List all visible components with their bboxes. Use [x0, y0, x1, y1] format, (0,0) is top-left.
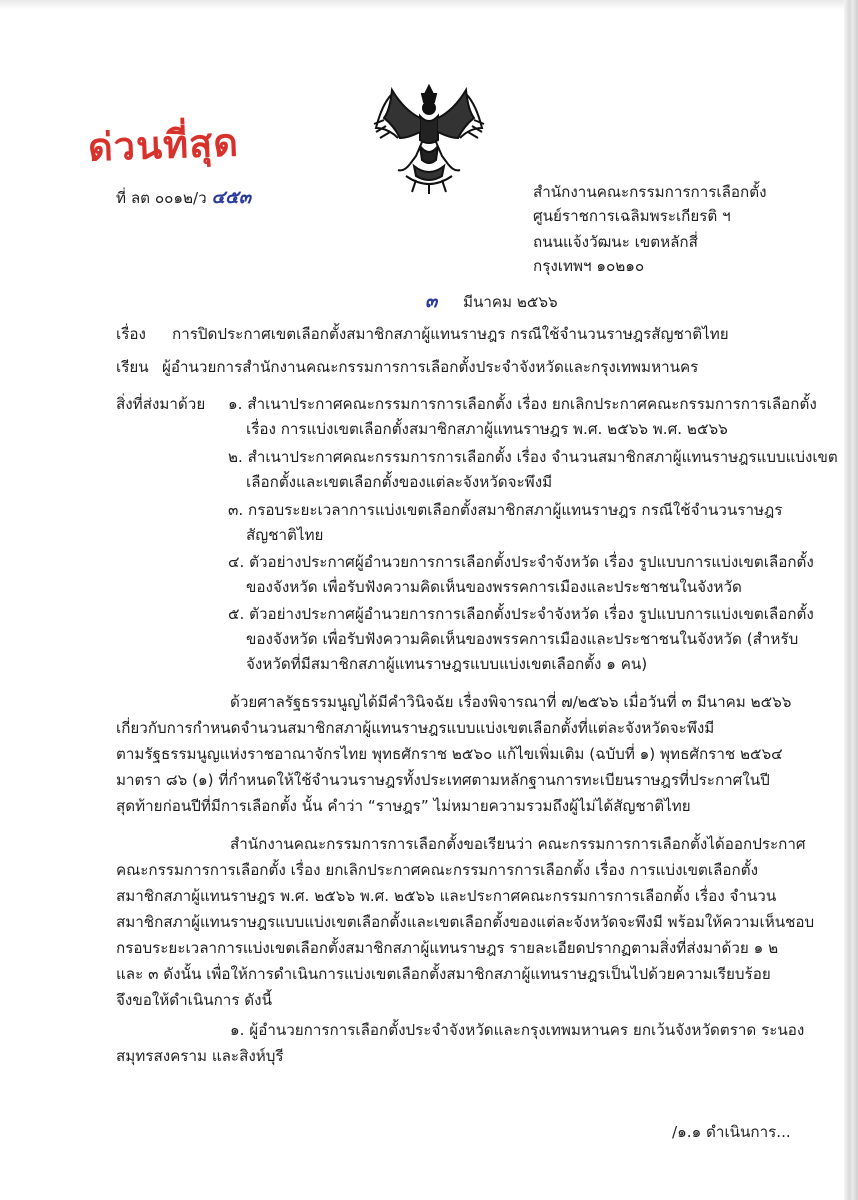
urgency-stamp: ด่วนที่สุด: [87, 119, 240, 170]
body-para2-line5: กรอบระยะเวลาการแบ่งเขตเลือกตั้งสมาชิกสภาผู้แทนราษฎร รายละเอียดปรากฏตามสิ่งที่ส่งมาด้วย ๑ ๒: [116, 939, 779, 957]
enclosure-item-5-line1: ๕. ตัวอย่างประกาศผู้อำนวยการการเลือกตั้งประจำจังหวัด เรื่อง รูปแบบการแบ่งเขตเลือกตั้ง: [228, 605, 814, 623]
body-item1-line1: ๑. ผู้อำนวยการการเลือกตั้งประจำจังหวัดและกรุงเทพมหานคร ยกเว้นจังหวัดตราด ระนอง: [230, 1021, 805, 1039]
body-item1-line2: สมุทรสงคราม และสิงห์บุรี: [116, 1047, 284, 1065]
enclosure-item-5-line2: ของจังหวัด เพื่อรับฟังความคิดเห็นของพรรคการเมืองและประชาชนในจังหวัด (สำหรับ: [246, 630, 799, 648]
enclosure-item-4-line1: ๔. ตัวอย่างประกาศผู้อำนวยการการเลือกตั้งประจำจังหวัด เรื่อง รูปแบบการแบ่งเขตเลือกตั้ง: [228, 553, 814, 571]
body-para1-line5: สุดท้ายก่อนปีที่มีการเลือกตั้ง นั้น คำว่า “ราษฎร” ไม่หมายความรวมถึงผู้ไม่ได้สัญชาติไทย: [116, 797, 691, 815]
enclosure-item-2-line1: ๒. สำเนาประกาศคณะกรรมการการเลือกตั้ง เรื่อง จำนวนสมาชิกสภาผู้แทนราษฎรแบบแบ่งเขต: [228, 448, 838, 466]
enclosure-item-1-line1: ๑. สำเนาประกาศคณะกรรมการการเลือกตั้ง เรื่อง ยกเลิกประกาศคณะกรรมการการเลือกตั้ง: [228, 395, 817, 413]
page-continuation: /๑.๑ ดำเนินการ...: [672, 1123, 791, 1141]
page-top-edge: [0, 0, 858, 10]
body-para2-line4: สมาชิกสภาผู้แทนราษฎรแบบแบ่งเขตเลือกตั้งและเขตเลือกตั้งของแต่ละจังหวัดจะพึงมี พร้อมให้ความเห็นชอบ: [116, 913, 815, 931]
enclosure-item-3-line1: ๓. กรอบระยะเวลาการแบ่งเขตเลือกตั้งสมาชิกสภาผู้แทนราษฎร กรณีใช้จำนวนราษฎร: [228, 501, 783, 519]
enclosures-label: สิ่งที่ส่งมาด้วย: [116, 395, 206, 413]
body-para2-line2: คณะกรรมการการเลือกตั้ง เรื่อง ยกเลิกประกาศคณะกรรมการการเลือกตั้ง เรื่อง การแบ่งเขตเลือกตั้ง: [116, 861, 759, 879]
subject-label: เรื่อง: [116, 325, 146, 343]
body-para2-line7: จึงขอให้ดำเนินการ ดังนี้: [116, 991, 272, 1009]
body-para1-line1: ด้วยศาลรัฐธรรมนูญได้มีคำวินิจฉัย เรื่องพิจารณาที่ ๗/๒๕๖๖ เมื่อวันที่ ๓ มีนาคม ๒๕๖๖: [230, 693, 792, 711]
reference-prefix: ที่ ลต ๐๐๑๒/ว: [116, 189, 207, 207]
subject-text: การปิดประกาศเขตเลือกตั้งสมาชิกสภาผู้แทนราษฎร กรณีใช้จำนวนราษฎรสัญชาติไทย: [172, 325, 729, 343]
page-stack-edge: [844, 0, 858, 1200]
date-day-handwritten: ๓: [425, 291, 438, 312]
sender-address-line2: ศูนย์ราชการเฉลิมพระเกียรติ ฯ: [533, 207, 731, 225]
enclosure-item-3-line2: สัญชาติไทย: [246, 526, 324, 544]
recipient-text: ผู้อำนวยการสำนักงานคณะกรรมการการเลือกตั้งประจำจังหวัดและกรุงเทพมหานคร: [162, 358, 699, 376]
recipient-label: เรียน: [116, 358, 149, 376]
enclosure-item-5-line3: จังหวัดที่มีสมาชิกสภาผู้แทนราษฎรแบบแบ่งเขตเลือกตั้ง ๑ คน): [246, 655, 648, 673]
enclosure-item-2-line2: เลือกตั้งและเขตเลือกตั้งของแต่ละจังหวัดจะพึงมี: [246, 473, 553, 491]
sender-address-line4: กรุงเทพฯ ๑๐๒๑๐: [533, 257, 645, 275]
garuda-emblem-icon: [370, 80, 488, 196]
reference-number: [116, 188, 251, 208]
body-para1-line4: มาตรา ๘๖ (๑) ที่กำหนดให้ใช้จำนวนราษฎรทั้งประเทศตามหลักฐานการทะเบียนราษฎรที่ประกาศในปี: [116, 771, 770, 789]
date-month-year: มีนาคม ๒๕๖๖: [462, 293, 558, 311]
sender-address-line1: สำนักงานคณะกรรมการการเลือกตั้ง: [533, 183, 767, 201]
enclosure-item-1-line2: เรื่อง การแบ่งเขตเลือกตั้งสมาชิกสภาผู้แทนราษฎร พ.ศ. ๒๕๖๖ พ.ศ. ๒๕๖๖: [246, 420, 728, 438]
letter-date: [425, 292, 558, 312]
enclosure-item-4-line2: ของจังหวัด เพื่อรับฟังความคิดเห็นของพรรคการเมืองและประชาชนในจังหวัด: [246, 578, 742, 596]
sender-address-line3: ถนนแจ้งวัฒนะ เขตหลักสี่: [533, 233, 698, 251]
body-para2-line6: และ ๓ ดังนั้น เพื่อให้การดำเนินการแบ่งเขตเลือกตั้งสมาชิกสภาผู้แทนราษฎรเป็นไปด้วยความเรียบร้อย: [116, 965, 771, 983]
body-para2-line1: สำนักงานคณะกรรมการการเลือกตั้งขอเรียนว่า คณะกรรมการการเลือกตั้งได้ออกประกาศ: [230, 835, 806, 853]
body-para1-line2: เกี่ยวกับการกำหนดจำนวนสมาชิกสภาผู้แทนราษฎรแบบแบ่งเขตเลือกตั้งที่แต่ละจังหวัดจะพึงมี: [116, 719, 715, 737]
body-para2-line3: สมาชิกสภาผู้แทนราษฎร พ.ศ. ๒๕๖๖ พ.ศ. ๒๕๖๖ และประกาศคณะกรรมการการเลือกตั้ง เรื่อง จำนวน: [116, 887, 777, 905]
reference-handwritten-number: ๔๕๓: [211, 187, 252, 208]
body-para1-line3: ตามรัฐธรรมนูญแห่งราชอาณาจักรไทย พุทธศักราช ๒๕๖๐ แก้ไขเพิ่มเติม (ฉบับที่ ๑) พุทธศักราช ๒๕๖๔: [116, 745, 783, 763]
